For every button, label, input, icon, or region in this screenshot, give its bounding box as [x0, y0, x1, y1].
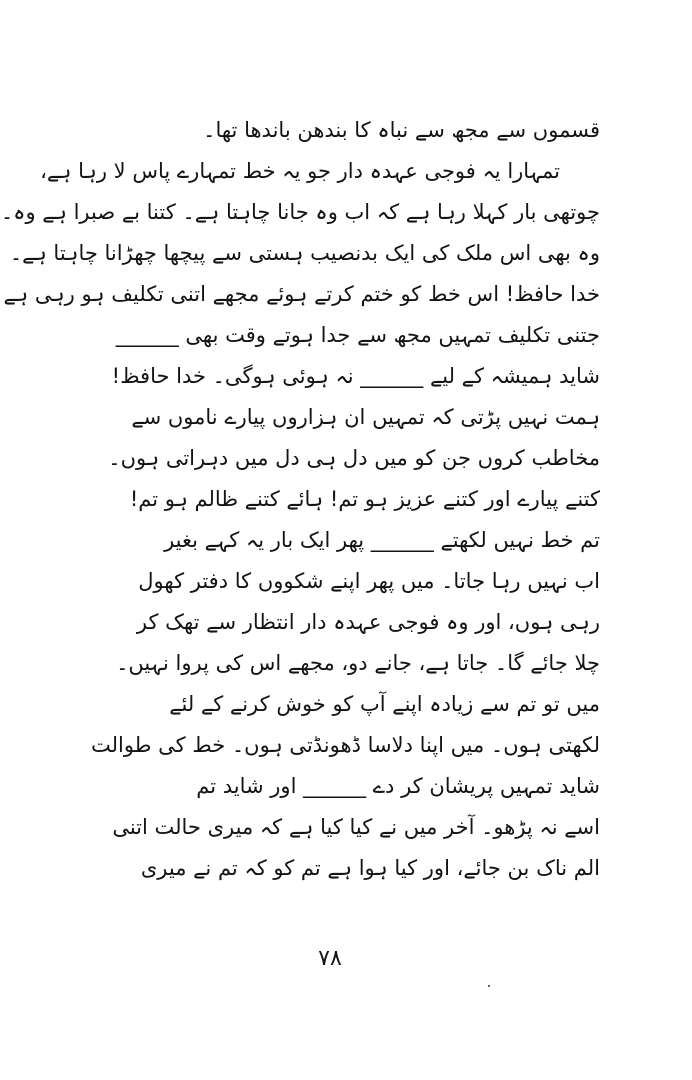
text-line: اب نہیں رہا جاتا۔ میں پھر اپنے شکووں کا دفتر کھول: [138, 569, 600, 593]
text-line: رہی ہوں، اور وہ فوجی عہدہ دار انتظار سے تھک کر: [136, 610, 600, 634]
text-line: الم ناک بن جائے، اور کیا ہوا ہے تم کو کہ تم نے میری: [140, 856, 600, 880]
text-line: میں تو تم سے زیادہ اپنے آپ کو خوش کرنے کے لئے: [169, 692, 600, 716]
text-line: اسے نہ پڑھو۔ آخر میں نے کیا کیا ہے کہ میری حالت اتنی: [112, 815, 600, 839]
text-line: جتنی تکلیف تمہیں مجھ سے جدا ہوتے وقت بھی ______: [115, 323, 600, 347]
text-line: تم خط نہیں لکھتے ______ پھر ایک بار یہ کہے بغیر: [164, 528, 600, 552]
text-line: لکھتی ہوں۔ میں اپنا دلاسا ڈھونڈتی ہوں۔ خط کی طوالت: [91, 733, 600, 757]
text-line: کتنے پیارے اور کتنے عزیز ہو تم! ہائے کتنے ظالم ہو تم!: [129, 487, 600, 511]
text-line: تمہارا یہ فوجی عہدہ دار جو یہ خط تمہارے پاس لا رہا ہے،: [40, 159, 560, 183]
text-line: مخاطب کروں جن کو میں دل ہی دل میں دہراتی ہوں۔: [108, 446, 600, 470]
text-line: چلا جائے گا۔ جاتا ہے، جانے دو، مجھے اس کی پروا نہیں۔: [116, 651, 600, 675]
scan-speck: [488, 985, 490, 987]
text-line: وہ بھی اس ملک کی ایک بدنصیب ہستی سے پیچھا چھڑانا چاہتا ہے۔: [9, 241, 600, 265]
text-line: خدا حافظ! اس خط کو ختم کرتے ہوئے مجھے اتنی تکلیف ہو رہی ہے: [3, 282, 600, 306]
text-line: شاید ہمیشہ کے لیے ______ نہ ہوئی ہوگی۔ خدا حافظ!: [111, 364, 600, 388]
page-number: ۷۸: [318, 946, 342, 971]
text-line: قسموں سے مجھ سے نباہ کا بندھن باندھا تھا۔: [203, 118, 600, 142]
text-line: ہمت نہیں پڑتی کہ تمہیں ان ہزاروں پیارے ناموں سے: [131, 405, 600, 429]
text-line: شاید تمہیں پریشان کر دے ______ اور شاید تم: [196, 774, 600, 798]
text-line: چوتھی بار کہلا رہا ہے کہ اب وہ جانا چاہتا ہے۔ کتنا بے صبرا ہے وہ۔: [0, 200, 600, 224]
body-text: [0, 110, 600, 889]
